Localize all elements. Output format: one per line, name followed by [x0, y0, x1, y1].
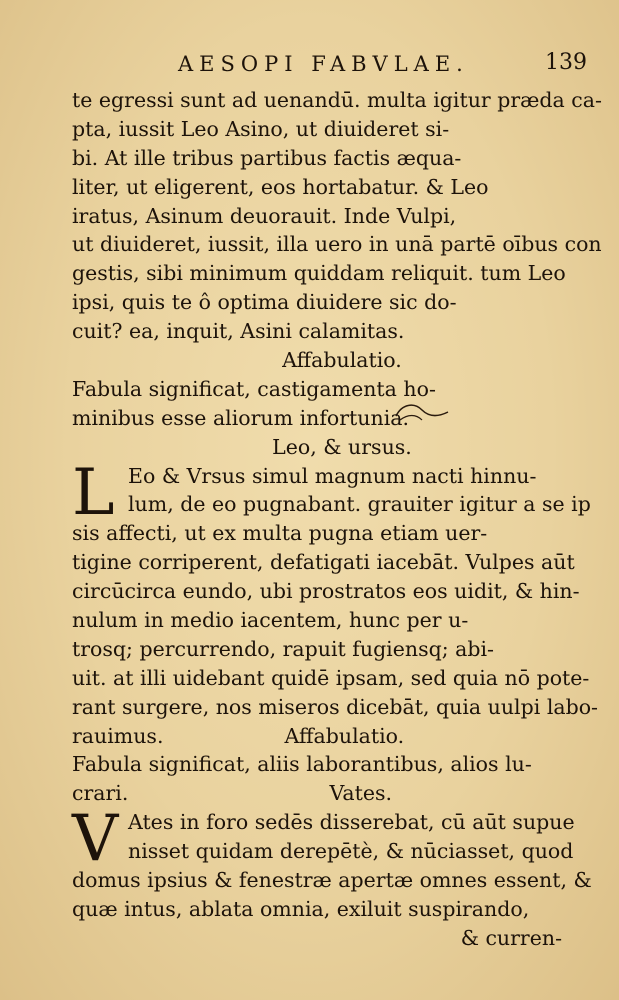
catchword: & curren- — [460, 925, 562, 950]
fable-title: Vates. — [329, 781, 392, 806]
fable-body — [72, 455, 591, 530]
page-header — [0, 48, 619, 88]
text-block — [72, 86, 602, 953]
text-line: uit. at illi uidebant quidē ipsam, sed quia nō pote- — [72, 665, 590, 690]
text-line: tigine corriperent, defatigati iacebāt. Vulpes aūt — [72, 550, 575, 575]
text-line: lum, de eo pugnabant. grauiter igitur a se ip — [128, 492, 591, 517]
moral-heading: Affabulatio. — [284, 723, 405, 748]
moral-line: minibus esse aliorum infortunia. — [72, 405, 409, 430]
text-line: nulum in medio iacentem, hunc per u- — [72, 608, 469, 633]
text-line: trosq; percurrendo, rapuit fugiensq; abi- — [72, 636, 494, 661]
text-line-with-heading — [72, 722, 572, 751]
drop-cap: V — [72, 802, 119, 877]
drop-cap: L — [72, 455, 115, 530]
text-fragment: rauimus. — [72, 723, 164, 748]
moral-heading: Affabulatio. — [282, 348, 402, 373]
fable-body — [72, 802, 575, 877]
text-line: gestis, sibi minimum quiddam reliquit. tum Leo — [72, 261, 566, 286]
text-line: Eo & Vrsus simul magnum nacti hinnu- — [128, 463, 537, 488]
moral-line: Fabula significat, aliis laborantibus, alios lu- — [72, 752, 532, 777]
text-line: te egressi sunt ad uenandū. multa igitur præda ca- — [72, 88, 602, 112]
running-title: AESOPI FABVLAE. — [178, 52, 469, 76]
moral-line-with-title — [72, 779, 572, 808]
fable-title: Leo, & ursus. — [272, 434, 412, 459]
text-line: circūcirca eundo, ubi prostratos eos uidit, & hin- — [72, 579, 580, 604]
text-line: quæ intus, ablata omnia, exiluit suspirando, — [72, 896, 530, 921]
text-line: sis affecti, ut ex multa pugna etiam uer- — [72, 521, 488, 546]
text-fragment: crari. — [72, 781, 129, 806]
text-line: bi. At ille tribus partibus factis æqua- — [72, 145, 462, 170]
text-line: iratus, Asinum deuorauit. Inde Vulpi, — [72, 203, 457, 228]
text-line: domus ipsius & fenestræ apertæ omnes essent, & — [72, 868, 592, 893]
text-line: nisset quidam derepētè, & nūciasset, quod — [128, 839, 574, 864]
text-line: rant surgere, nos miseros dicebāt, quia uulpi labo- — [72, 694, 598, 719]
text-line: cuit? ea, inquit, Asini calamitas. — [72, 319, 405, 344]
text-line: ut diuideret, iussit, illa uero in unā partē oībus con — [72, 232, 602, 257]
page-number: 139 — [545, 50, 587, 75]
text-line: pta, iussit Leo Asino, ut diuideret si- — [72, 116, 450, 141]
text-line: liter, ut eligerent, eos hortabatur. & Leo — [72, 174, 489, 199]
text-line: ipsi, quis te ô optima diuidere sic do- — [72, 290, 457, 315]
moral-line: Fabula significat, castigamenta ho- — [72, 376, 436, 401]
text-line: Ates in foro sedēs disserebat, cū aūt supue — [128, 810, 575, 835]
